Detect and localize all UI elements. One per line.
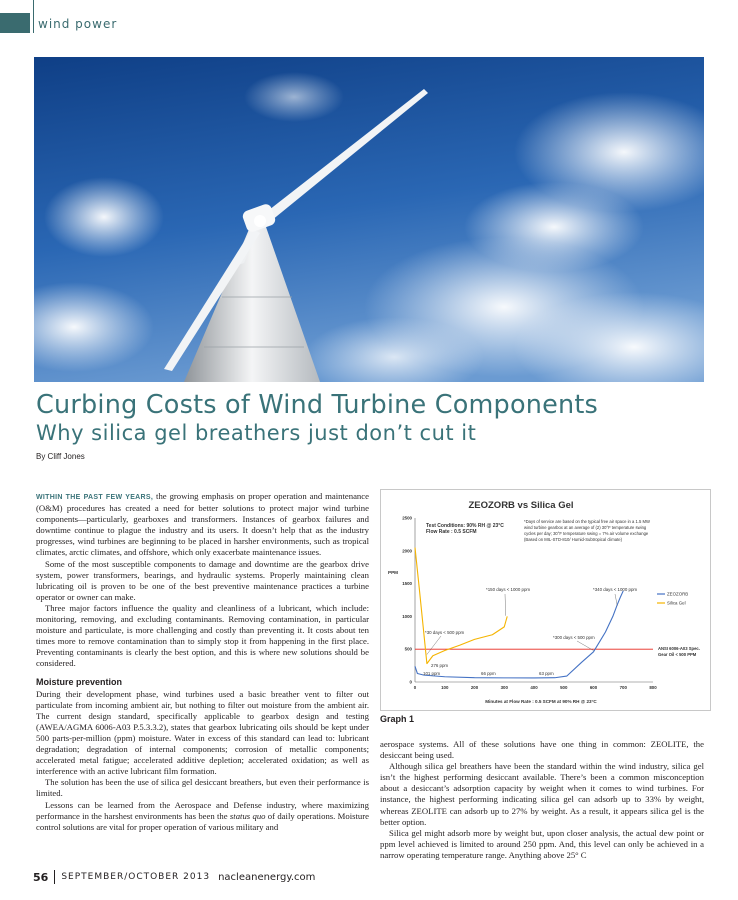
- x-tick-label: 0: [413, 685, 417, 690]
- test-conditions-1: Test Conditions: 90% RH @ 23°C: [426, 523, 504, 529]
- paragraph: WITHIN THE PAST FEW YEARS, the growing emphasis on proper operation and maintenance (O&M) procedures has created a need for better solutions to protect major wind turbine components—particularly, gearboxes and transformers. Instances of gearbox failures and downtime continue to plague the industry and its users. It doesn’t help that as the industry progresses, wind turbines are beginning to be placed in harsher environments, such as tropical climates, arctic climates, and offshore, which only exacerbate maintenance issues.: [36, 491, 369, 558]
- x-tick-label: 800: [649, 685, 657, 690]
- paragraph: Lessons can be learned from the Aerospace and Defense industry, where maximizing performance in the harshest environments has been the status quo of daily operations. Moisture control solutions are vital for proper operation of various military and: [36, 799, 369, 832]
- y-tick-label: 1000: [402, 613, 412, 619]
- paragraph: aerospace systems. All of these solutions have one thing in common: ZEOLITE, the desiccant being used.: [380, 739, 704, 761]
- legend-label: ZEOZORB: [667, 591, 689, 597]
- paragraph: Some of the most susceptible components to damage and downtime are the gearbox drive system, power transformers, bearings, and hydraulic systems. Properly maintaining clean lubricating oil is proven to be one of the best preventive maintenance practices a turbine operator or owner can make.: [36, 558, 369, 602]
- annotation-leader: [427, 636, 441, 654]
- y-tick-label: 0: [409, 679, 412, 685]
- annotation-silica-150: *150 days < 1000 ppm: [486, 587, 531, 592]
- chart-title: ZEOZORB vs Silica Gel: [468, 500, 574, 511]
- x-tick-label: 500: [560, 685, 568, 690]
- spec-label-2: Gear Oil < 500 PPM: [658, 652, 697, 657]
- annotation-zeo-300: *300 days < 500 ppm: [553, 635, 595, 640]
- subhead: Moisture prevention: [36, 676, 123, 687]
- paragraph: Silica gel might adsorb more by weight but, upon closer analysis, the actual dew point or ppm level achieved is limited to around 250 ppm. And, this level can only be achieved in a narrow operating temperature range. Anything above 25° C: [380, 827, 704, 860]
- annotation-101: 101 ppm: [423, 671, 441, 676]
- footer-divider: [54, 870, 55, 884]
- series-line-silica-gel: [415, 548, 507, 664]
- x-axis-label: Minutes at Flow Rate : 0.5 SCFM at 90% RH @ 23°C: [485, 699, 597, 704]
- annotation-silica-30: *30 days < 500 ppm: [425, 630, 465, 635]
- legend-label: Silica Gel: [667, 600, 686, 606]
- article-subtitle: Why silica gel breathers just don’t cut it: [36, 421, 477, 445]
- annotation-66: 66 ppm: [481, 671, 496, 676]
- graph-note-1: *Days of service are based on the typical free air space in a 1.5 MW: [524, 519, 650, 524]
- x-tick-label: 200: [470, 685, 479, 690]
- paragraph: During their development phase, wind turbines used a basic breather vent to filter out particulate from incoming ambient air, but nothing to filter out moisture from the ambient air. The current design standard, specifically applicable to gearbox design and testing (AWEA/AGMA 6006-A03 P.5.3.3.2), states that gearbox lubricating oils should be kept under 500 parts-per-million (ppm) moisture. Water in excess of this standard can lead to: lubricant degradation; degradation of internal components; corrosion of metallic components; accelerated metal fatigue; accelerated additive depletion; accelerated oxidation; as well as interference with an active lubricant film formation.: [36, 688, 369, 777]
- annotation-leader: [615, 594, 617, 606]
- y-tick-label: 500: [404, 646, 412, 652]
- article-title: Curbing Costs of Wind Turbine Components: [36, 390, 599, 420]
- paragraph: Three major factors influence the quality and cleanliness of a lubricant, which include: monitoring, removing, and excluding contaminants. Removing contamination, in particular moisture and particulate, is more challenging and costly than preventing it. It costs about ten times more to remove contamination than to simply stop it from happening in the first place. Preventing contaminants is clearly the best option, and this is where new solutions should be considered.: [36, 602, 369, 669]
- test-conditions-2: Flow Rate : 0.5 SCFM: [426, 529, 477, 535]
- page-number: 56: [33, 870, 49, 884]
- lead-in: WITHIN THE PAST FEW YEARS,: [36, 494, 154, 501]
- annotation-zeo-340: *340 days < 1000 ppm: [593, 587, 638, 592]
- annotation-leader: [505, 594, 506, 616]
- hero-photo: [34, 57, 704, 382]
- section-tab: [0, 13, 30, 33]
- chart-svg: [381, 490, 710, 710]
- section-label: wind power: [38, 17, 118, 31]
- y-axis-label: PPM: [388, 570, 398, 575]
- annotation-276: 276 ppm: [431, 663, 449, 668]
- graph-note-4: (Based on MIL-STD-810/ Humid-Subtropical climate): [524, 537, 622, 542]
- left-column: [36, 491, 369, 833]
- page-footer: [33, 870, 315, 884]
- graph-note-2: wind turbine gearbox at an average of (2) 30°F temperature swing: [524, 525, 647, 530]
- right-column: [380, 739, 704, 861]
- y-tick-label: 2000: [402, 548, 412, 554]
- spec-label-1: ANSI 6006-A03 Spec.: [658, 646, 700, 651]
- issue-date: SEPTEMBER/OCTOBER 2013: [61, 872, 211, 882]
- x-tick-label: 100: [441, 685, 449, 690]
- graph-caption: Graph 1: [380, 714, 415, 724]
- paragraph: Although silica gel breathers have been the standard within the wind industry, silica gel isn’t the highest performing desiccant available. There’s been a common misconception about a desiccant’s adsorption capacity by weight when it comes to wind turbines. For instance, the highest performing indicating silica gel can adsorb up to 33% by weight, whereas ZEOLITE can adsorb up to 27% by weight. As a result, it appears silica gel is the better option.: [380, 761, 704, 827]
- section-rule: [33, 0, 34, 33]
- x-tick-label: 700: [619, 685, 627, 690]
- site-url: nacleanenergy.com: [218, 871, 316, 883]
- x-tick-label: 300: [500, 685, 508, 690]
- x-tick-label: 600: [589, 685, 598, 690]
- graph-figure: [380, 489, 711, 711]
- x-tick-label: 400: [530, 685, 538, 690]
- annotation-63: 63 ppm: [539, 671, 554, 676]
- paragraph: The solution has been the use of silica gel desiccant breathers, but even their performance is limited.: [36, 777, 369, 799]
- y-tick-label: 1500: [402, 581, 412, 587]
- graph-note-3: cycles per day; 30°F temperature swing = 7% air volume exchange: [524, 531, 649, 536]
- byline: By Cliff Jones: [36, 452, 85, 461]
- y-tick-label: 2500: [402, 515, 412, 521]
